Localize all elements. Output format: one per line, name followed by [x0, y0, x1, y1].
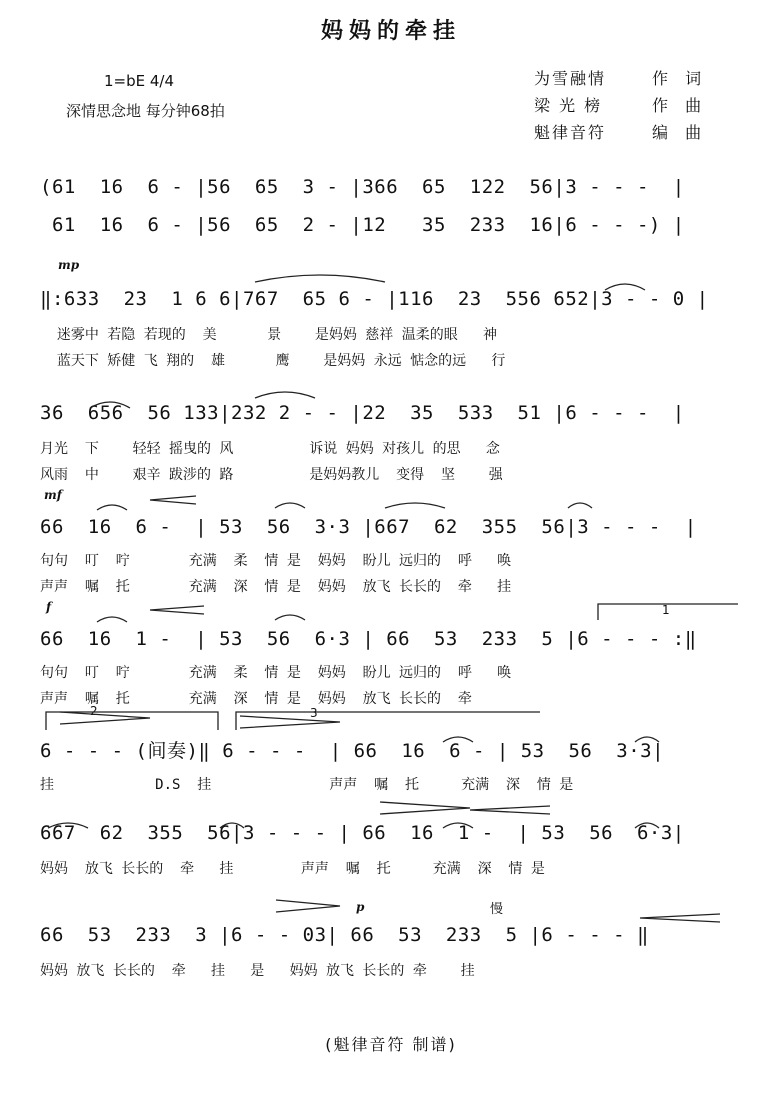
dynamic-p: p [356, 900, 365, 914]
hairpin-decrescendo [240, 716, 340, 728]
notation-line: ‖:633 23 1 6 6|767 65 6 - |116 23 556 652|3 - - 0 | [40, 288, 709, 310]
page-title: 妈妈的牵挂 [320, 19, 461, 44]
tempo-marking: 深情思念地 每分钟68拍 [66, 102, 225, 120]
credit-lyricist-name: 为雪融情 [534, 69, 607, 88]
hairpin-decrescendo [380, 802, 470, 814]
lyric-verse-1: 迷雾中 若隐 若现的 美 景 是妈妈 慈祥 温柔的眼 神 [40, 327, 498, 343]
lyric-verse-1: 句句 叮 咛 充满 柔 情 是 妈妈 盼儿 远归的 呼 唤 [40, 665, 512, 681]
notation-line: 66 53 233 3 |6 - - 03| 66 53 233 5 |6 - - - ‖ [40, 924, 649, 946]
score-row-3 [40, 258, 752, 368]
credit-arranger-name: 魁律音符 [534, 123, 607, 142]
credit-arranger-role: 编 曲 [652, 123, 708, 142]
lyric-verse-1: 妈妈 放飞 长长的 牵 挂 是 妈妈 放飞 长长的 牵 挂 [40, 963, 475, 979]
notation-line: (61 16 6 - |56 65 3 - |366 65 122 56|3 - - - | [40, 176, 685, 198]
lyric-verse-1: 妈妈 放飞 长长的 牵 挂 声声 嘱 托 充满 深 情 是 [40, 861, 545, 877]
score-row-8 [40, 822, 752, 882]
notation-line: 66 16 6 - | 53 56 3·3 |667 62 355 56|3 - - - | [40, 516, 697, 538]
credit-composer-role: 作 曲 [652, 96, 708, 115]
dynamic-mark: f [46, 600, 52, 614]
score-row-1 [40, 176, 752, 206]
dynamic-mark: mp [58, 258, 80, 272]
lyric-verse-1: 句句 叮 咛 充满 柔 情 是 妈妈 盼儿 远归的 呼 唤 [40, 553, 512, 569]
score-row-7 [40, 736, 752, 796]
hairpin-decrescendo [276, 900, 340, 912]
notation-line: 6 - - - (间奏)‖ 6 - - - | 66 16 6 - | 53 56 3·3| [40, 740, 665, 762]
key-time-signature: 1=bE 4/4 [104, 72, 175, 90]
score-row-9 [40, 924, 752, 984]
hairpin-crescendo [640, 914, 720, 922]
volta-1-label: 1 [662, 603, 670, 617]
volta-bracket [46, 712, 218, 730]
notation-line: 61 16 6 - |56 65 2 - |12 35 233 16|6 - - -) | [40, 214, 685, 236]
lyric-verse-2: 蓝天下 矫健 飞 翔的 雄 鹰 是妈妈 永远 惦念的远 行 [40, 353, 506, 369]
credit-composer-name: 梁 光 榜 [534, 96, 603, 115]
hairpin-decrescendo [60, 712, 150, 724]
volta-bracket [236, 712, 540, 730]
notation-line: 66 16 1 - | 53 56 6·3 | 66 53 233 5 |6 - - - :‖ [40, 628, 697, 650]
lyric-verse-1: 月光 下 轻轻 摇曳的 风 诉说 妈妈 对孩儿 的思 念 [40, 441, 500, 457]
volta-3-label: 3 [310, 706, 318, 720]
notation-line: 36 656 56 133|232 2 - - |22 35 533 51 |6 - - - | [40, 402, 685, 424]
credit-lyricist-role: 作 词 [652, 69, 708, 88]
score-row-4 [40, 402, 752, 482]
score-row-6 [40, 600, 752, 710]
lyric-verse-2: 风雨 中 艰辛 跋涉的 路 是妈妈教儿 变得 坚 强 [40, 467, 503, 483]
lyric-verse-1: 挂 D.S 挂 声声 嘱 托 充满 深 情 是 [40, 777, 574, 793]
lyric-verse-2: 声声 嘱 托 充满 深 情 是 妈妈 放飞 长长的 牵 挂 [40, 579, 512, 595]
score-row-5 [40, 488, 752, 598]
slur-mark [255, 392, 315, 398]
notation-line: 667 62 355 56|3 - - - | 66 16 1 - | 53 56 6·3| [40, 822, 685, 844]
lyric-verse-2: 声声 嘱 托 充满 深 情 是 妈妈 放飞 长长的 牵 [40, 691, 472, 707]
score-row-2 [40, 214, 752, 244]
dynamic-mark: mf [44, 488, 62, 502]
slow-marking: 慢 [490, 902, 504, 917]
hairpin-crescendo [470, 806, 550, 814]
volta-2-label: 2 [90, 704, 98, 718]
footer-credit: (魁律音符 制谱) [325, 1035, 457, 1054]
hairpin-crescendo [470, 810, 550, 818]
